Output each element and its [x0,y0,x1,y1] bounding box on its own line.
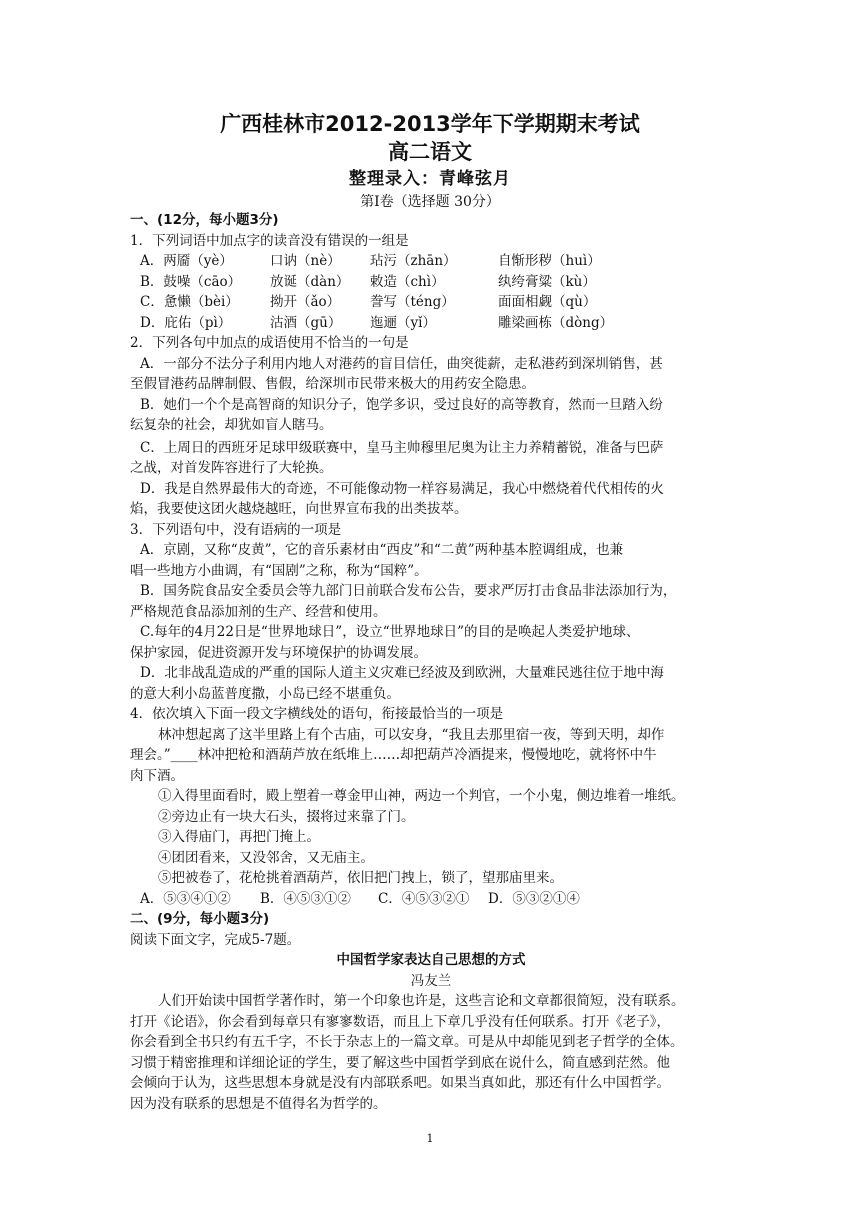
credit-line: 整理录入：青峰弦月 [349,169,511,189]
q4-option-b: B．④⑤③①② [260,890,351,907]
exam-content [130,210,732,1114]
q1-option-cell: 誊写（téng） [370,294,455,310]
q4-stem: 4．依次填入下面一段文字横线处的语句，衔接最恰当的一项是 [130,706,504,722]
article-line-2: 打开《论语》，你会看到每章只有寥寥数语，而且上下章几乎没有任何联系。打开《老子》， [130,1013,670,1030]
q3-c-line2: 保护家园，促进资源开发与环境保护的协调发展。 [130,644,427,661]
q2-option-d [130,479,732,520]
q4-item-3: ③入得庙门，再把门掩上。 [158,829,320,845]
q1-option-cell: 面面相觑（qù） [498,294,597,310]
q1-option-cell: D．庇佑（pì） [140,314,232,331]
q2-c-line1: C．上周日的西班牙足球甲级联赛中，皇马主帅穆里尼奥为让主力养精蓄锐，准备与巴萨 [140,439,664,456]
q2-d-line1: D．我是自然界最伟大的奇迹，不可能像动物一样容易满足，我心中燃烧着代代相传的火 [140,480,664,497]
q3-b-line2: 严格规范食品添加剂的生产、经营和使用。 [130,603,387,620]
q2-option-a [130,354,732,395]
q1-option-cell: 雕梁画栋（dòng） [498,314,614,331]
section1-heading: 一、(12分，每小题3分) [130,212,279,228]
q3-d-line1: D．北非战乱造成的严重的国际人道主义灾难已经波及到欧洲，大量难民逃往位于地中海 [140,665,664,681]
q1-options [130,251,732,333]
q2-c-line2: 之战，对首发阵容进行了大轮换。 [130,460,333,476]
q1-stem: 1．下列词语中加点字的读音没有错误的一组是 [130,232,409,249]
q4-item-1: ①入得里面看时，殿上塑着一尊金甲山神，两边一个判官，一个小鬼，侧边堆着一堆纸。 [158,788,685,804]
q3-a-line2: 唱一些地方小曲调，有“国剧”之称，称为“国粹”。 [130,562,428,579]
q4-item-4: ④团团看来，又没邻舍，又无庙主。 [158,849,374,866]
q4-option-c: C．④⑤③②① [378,890,470,907]
q2-b-line1: B．她们一个个是高智商的知识分子，饱学多识，受过良好的高等教育，然而一旦踏入纷 [140,396,663,413]
article-line-1: 人们开始读中国哲学著作时，第一个印象也许是，这些言论和文章都很简短，没有联系。 [158,993,685,1009]
q4-item-2: ②旁边止有一块大石头，掇将过来靠了门。 [158,808,415,825]
q1-option-row [130,251,732,272]
q1-option-cell: 放诞（dàn） [270,273,350,290]
q2-a-line1: A．一部分不法分子利用内地人对港药的盲目信任，曲突徙薪，走私港药到深圳销售，甚 [140,355,663,372]
article-line-6: 因为没有联系的思想是不值得名为哲学的。 [130,1095,387,1112]
q4-item-5: ⑤把被卷了，花枪挑着酒葫芦，依旧把门拽上，锁了，望那庙里来。 [158,870,563,886]
exam-title: 广西桂林市2012-2013学年下学期期末考试 [220,112,640,136]
article-line-4: 习惯于精密推理和详细论证的学生，要了解这些中国哲学到底在说什么，简直感到茫然。他 [130,1054,670,1071]
q1-option-row [130,292,732,313]
q4-passage-line1: 林冲想起离了这半里路上有个古庙，可以安身，“我且去那里宿一夜，等到天明，却作 [158,726,665,743]
q3-stem: 3．下列语句中，没有语病的一项是 [130,521,342,538]
q1-option-cell: 敕造（chì） [370,273,445,290]
q1-option-cell: C．惫懒（bèi） [140,294,239,310]
volume-heading: 第Ⅰ卷（选择题 30分） [360,194,500,210]
q1-option-row [130,272,732,293]
q3-d-line2: 的意大利小岛蓝普度撒，小岛已经不堪重负。 [130,685,400,702]
q2-a-line2: 至假冒港药品牌制假、售假，给深圳市民带来极大的用药安全隐患。 [130,376,535,392]
q3-c-line1: C.每年的4月22日是“世界地球日”，设立“世界地球日”的目的是唤起人类爱护地球、 [140,624,640,640]
q4-passage-line3: 肉下酒。 [130,767,184,784]
q4-options [130,889,732,910]
article-author: 冯友兰 [410,972,452,989]
q1-option-cell: 玷污（zhān） [370,253,457,269]
q1-option-cell: 迤逦（yǐ） [370,314,436,331]
q2-option-c [130,438,732,479]
q4-option-d: D．⑤③②①④ [488,890,580,907]
subject-title: 高二语文 [388,140,472,164]
q2-option-b [130,395,732,436]
q1-option-cell: 自惭形秽（huì） [498,253,601,269]
q2-d-line2: 焰，我要使这团火越烧越旺，向世界宣布我的出类拔萃。 [130,501,468,517]
q2-b-line2: 纭复杂的社会，却犹如盲人瞎马。 [130,417,333,433]
section2-heading: 二、(9分，每小题3分) [130,911,270,927]
q3-b-line1: B．国务院食品安全委员会等九部门日前联合发布公告，要求严厉打击食品非法添加行为， [140,583,677,599]
q3-a-line1: A．京剧，又称“皮黄”，它的音乐素材由“西皮”和“二黄”两种基本腔调组成，也兼 [140,542,624,558]
page-number: 1 [426,1132,434,1145]
q4-option-a: A．⑤③④①② [140,890,231,907]
q4-passage-line2: 理会。”____林冲把枪和酒葫芦放在纸堆上……却把葫芦冷酒提来，慢慢地吃，就将怀中牛 [130,747,657,763]
article-line-5: 会倾向于认为，这些思想本身就是没有内部联系吧。如果当真如此，那还有什么中国哲学。 [130,1075,670,1091]
q2-stem: 2．下列各句中加点的成语使用不恰当的一句是 [130,335,409,351]
section2-instruction: 阅读下面文字，完成5-7题。 [130,931,301,948]
q1-option-cell: 沽酒（gū） [270,314,342,331]
article-title: 中国哲学家表达自己思想的方式 [336,952,526,968]
q1-option-cell: 口讷（nè） [270,253,341,269]
q1-option-row [130,313,732,334]
article-line-3: 你会看到全书只约有五千字，不长于杂志上的一篇文章。可是从中却能见到老子哲学的全体。 [130,1034,684,1050]
q1-option-cell: B．鼓噪（cāo） [140,273,242,290]
q1-option-cell: A．两靥（yè） [140,253,233,269]
q1-option-cell: 拗开（ǎo） [270,294,341,310]
q1-option-cell: 纨绔膏粱（kù） [498,273,596,290]
